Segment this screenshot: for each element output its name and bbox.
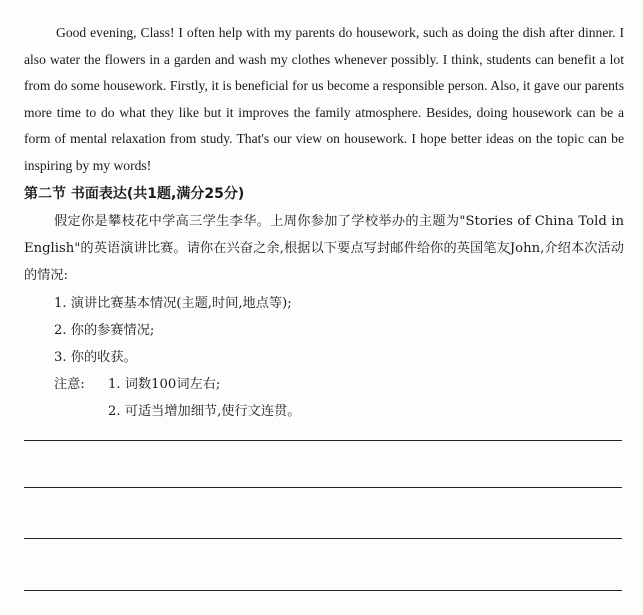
answer-line-4[interactable] xyxy=(24,590,622,591)
task-point-3: 3. 你的收获。 xyxy=(54,350,137,365)
writing-task xyxy=(24,208,624,289)
essay-text: Good evening, Class! I often help with my parents do housework, such as doing the dish after dinner. I also water the flowers in a garden and wash my clothes whenever possibly. I think, students can benefit a lot from do some housework. Firstly, it is beneficial for us become a responsible person. Also, it gave our parents more time to do what they like but it improves the family atmosphere. Besides, doing housework can be a form of mental relaxation from study. That's our view on housework. I hope better ideas on the topic can be inspiring by my words! xyxy=(24,25,624,173)
answer-line-3[interactable] xyxy=(24,538,622,539)
section-heading: 第二节 书面表达(共1题,满分25分) xyxy=(24,186,245,202)
task-points xyxy=(54,290,614,425)
notes-label: 注意: xyxy=(54,377,85,392)
answer-line-2[interactable] xyxy=(24,487,622,488)
answer-line-1[interactable] xyxy=(24,440,622,441)
task-point-2: 2. 你的参赛情况; xyxy=(54,323,155,338)
note-item-1: 1. 词数100词左右; xyxy=(108,377,221,392)
notes-row xyxy=(54,371,614,398)
note-item-2: 2. 可适当增加细节,使行文连贯。 xyxy=(108,404,301,419)
task-point-1: 1. 演讲比赛基本情况(主题,时间,地点等); xyxy=(54,296,292,311)
task-intro: 假定你是攀枝花中学高三学生李华。上周你参加了学校举办的主题为"Stories of China Told in English"的英语演讲比赛。请你在兴奋之余,根据以下要点写封邮件给你的英国笔友John,介绍本次活动的情况: xyxy=(24,214,624,283)
essay-passage xyxy=(24,20,624,179)
